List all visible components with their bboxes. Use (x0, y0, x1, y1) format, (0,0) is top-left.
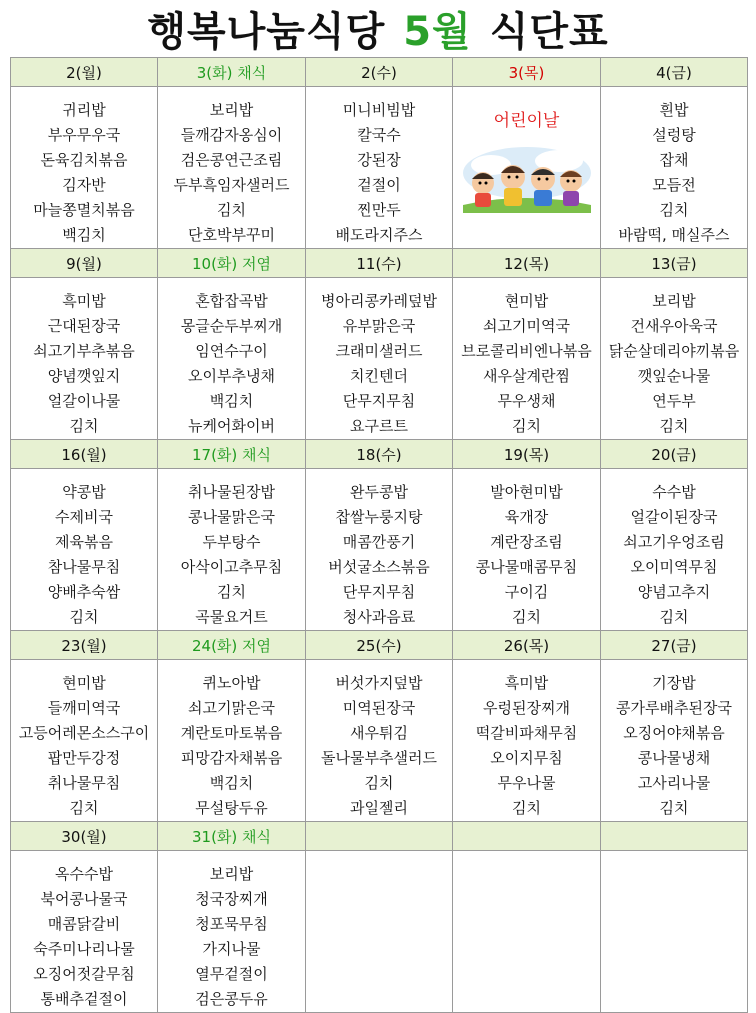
menu-list (158, 278, 305, 439)
menu-list (601, 469, 747, 630)
menu-list (601, 660, 747, 821)
menu-item: 흑미밥 (504, 674, 549, 692)
menu-list (306, 660, 452, 821)
menu-list (453, 851, 600, 862)
menu-item: 브로콜리비엔나볶음 (461, 342, 592, 360)
menu-item: 백김치 (209, 774, 254, 792)
menu-item: 새우살계란찜 (483, 367, 570, 385)
menu-item: 완두콩밥 (350, 483, 408, 501)
day-menu-cell (158, 469, 306, 631)
menu-list (453, 469, 600, 630)
menu-item: 들깨미역국 (47, 699, 121, 717)
menu-item: 새우튀김 (350, 724, 408, 742)
day-menu-cell (306, 278, 453, 440)
menu-item: 흰밥 (659, 101, 689, 119)
menu-item: 계란토마토볶음 (180, 724, 283, 742)
day-menu-cell (453, 469, 601, 631)
menu-item: 임연수구이 (195, 342, 268, 360)
menu-item: 쇠고기우엉조림 (623, 533, 725, 551)
day-menu-cell (158, 278, 306, 440)
day-menu-cell (453, 660, 601, 822)
menu-list (11, 278, 157, 439)
menu-item: 단무지무침 (342, 583, 416, 601)
menu-item: 칼국수 (357, 126, 401, 144)
day-header: 18(수) (306, 440, 453, 469)
menu-item: 보리밥 (209, 101, 254, 119)
week-menu-row (11, 87, 748, 249)
menu-item: 오이부추냉채 (188, 367, 275, 385)
menu-item: 흑미밥 (62, 292, 106, 310)
day-menu-cell (158, 660, 306, 822)
menu-item: 매콤닭갈비 (47, 915, 121, 933)
menu-item: 김치 (659, 608, 689, 626)
children-illustration (461, 143, 593, 213)
menu-item: 버섯굴소스볶음 (328, 558, 430, 576)
menu-item: 겉절이 (357, 176, 401, 194)
day-menu-cell (601, 660, 748, 822)
menu-item: 수수밥 (652, 483, 696, 501)
day-header: 16(월) (11, 440, 158, 469)
menu-item: 구이김 (504, 583, 549, 601)
menu-item: 김치 (512, 799, 541, 817)
day-header (306, 822, 453, 851)
menu-item: 김치 (364, 774, 394, 792)
menu-item: 크래미샐러드 (335, 342, 423, 360)
week-header-row (11, 631, 748, 660)
menu-item: 육개장 (504, 508, 549, 526)
menu-item: 청국장찌개 (195, 890, 268, 908)
menu-list (158, 87, 305, 248)
menu-item: 건새우아욱국 (630, 317, 718, 335)
menu-item: 요구르트 (350, 417, 408, 435)
day-header (601, 822, 748, 851)
day-header: 2(월) (11, 58, 158, 87)
day-menu-cell (11, 469, 158, 631)
menu-item: 발아현미밥 (490, 483, 563, 501)
menu-item: 열무겉절이 (195, 965, 268, 983)
menu-list (306, 278, 452, 439)
menu-item: 콩나물냉채 (637, 749, 711, 767)
day-menu-cell (601, 469, 748, 631)
menu-list (158, 660, 305, 821)
menu-item: 고등어레몬소스구이 (18, 724, 150, 742)
menu-item: 오이미역무침 (630, 558, 718, 576)
menu-item: 김치 (217, 583, 246, 601)
week-menu-row (11, 278, 748, 440)
menu-item: 수제비국 (55, 508, 113, 526)
day-header: 3(화) 채식 (158, 58, 306, 87)
menu-item: 찹쌀누룽지탕 (335, 508, 423, 526)
menu-item: 김치 (69, 417, 99, 435)
menu-list (453, 278, 600, 439)
day-header: 12(목) (453, 249, 601, 278)
menu-list (306, 851, 452, 862)
menu-item: 얼갈이된장국 (630, 508, 718, 526)
menu-item: 모듬전 (652, 176, 696, 194)
menu-item: 오징어야채볶음 (623, 724, 725, 742)
day-header: 4(금) (601, 58, 748, 87)
menu-item: 들깨감자옹심이 (180, 126, 283, 144)
week-menu-row (11, 469, 748, 631)
menu-item: 얼갈이나물 (47, 392, 121, 410)
menu-item: 우렁된장찌개 (483, 699, 570, 717)
day-header: 13(금) (601, 249, 748, 278)
menu-item: 김치 (69, 799, 99, 817)
menu-item: 청사과음료 (342, 608, 416, 626)
day-menu-cell (601, 87, 748, 249)
day-header: 3(목) (453, 58, 601, 87)
menu-list (158, 851, 305, 1012)
menu-item: 돌나물부추샐러드 (321, 749, 437, 767)
menu-item: 백김치 (62, 226, 106, 244)
menu-item: 오이지무침 (490, 749, 563, 767)
day-header: 10(화) 저염 (158, 249, 306, 278)
menu-item: 콩가루배추된장국 (616, 699, 732, 717)
menu-item: 김자반 (62, 176, 106, 194)
menu-item: 배도라지주스 (335, 226, 423, 244)
menu-item: 병아리콩카레덮밥 (321, 292, 437, 310)
menu-item: 단무지무침 (342, 392, 416, 410)
menu-item: 두부흑임자샐러드 (173, 176, 290, 194)
menu-item: 뉴케어화이버 (188, 417, 275, 435)
day-menu-cell (306, 469, 453, 631)
menu-item: 매콤깐풍기 (342, 533, 416, 551)
day-menu-cell (11, 851, 158, 1013)
day-menu-cell (11, 278, 158, 440)
menu-list (306, 469, 452, 630)
menu-item: 보리밥 (652, 292, 696, 310)
menu-item: 떡갈비파채무침 (475, 724, 578, 742)
week-header-row (11, 58, 748, 87)
week-header-row (11, 249, 748, 278)
day-menu-cell (11, 660, 158, 822)
menu-item: 퀴노아밥 (202, 674, 261, 692)
menu-item: 피망감자채볶음 (180, 749, 283, 767)
day-header (453, 822, 601, 851)
menu-item: 곡물요거트 (195, 608, 268, 626)
page-title (0, 0, 756, 56)
menu-item: 돈육김치볶음 (40, 151, 128, 169)
menu-item: 쇠고기부추볶음 (33, 342, 135, 360)
menu-list (11, 660, 157, 821)
day-header: 27(금) (601, 631, 748, 660)
menu-item: 잡채 (659, 151, 689, 169)
menu-item: 북어콩나물국 (40, 890, 128, 908)
menu-item: 깻잎순나물 (637, 367, 711, 385)
day-menu-cell (158, 87, 306, 249)
menu-item: 근대된장국 (47, 317, 121, 335)
menu-item: 팝만두강정 (47, 749, 121, 767)
menu-item: 김치 (217, 201, 246, 219)
menu-item: 백김치 (209, 392, 254, 410)
day-header: 19(목) (453, 440, 601, 469)
menu-item: 설렁탕 (652, 126, 696, 144)
day-header: 31(화) 채식 (158, 822, 306, 851)
title-month: 5월 (403, 8, 472, 55)
menu-item: 몽글순두부찌개 (180, 317, 283, 335)
day-menu-cell (158, 851, 306, 1013)
menu-item: 검은콩연근조림 (180, 151, 283, 169)
day-menu-cell (453, 87, 601, 249)
menu-list (601, 87, 747, 248)
menu-item: 혼합잡곡밥 (195, 292, 268, 310)
menu-item: 부우무우국 (47, 126, 121, 144)
menu-item: 오징어젓갈무침 (33, 965, 135, 983)
menu-item: 귀리밥 (62, 101, 106, 119)
menu-list (601, 278, 747, 439)
day-header: 17(화) 채식 (158, 440, 306, 469)
day-header: 30(월) (11, 822, 158, 851)
menu-item: 쇠고기맑은국 (188, 699, 275, 717)
menu-item: 콩나물매콤무침 (475, 558, 578, 576)
menu-list (11, 87, 157, 248)
menu-item: 치킨텐더 (350, 367, 408, 385)
day-menu-cell (453, 851, 601, 1013)
menu-item: 옥수수밥 (55, 865, 113, 883)
menu-item: 참나물무침 (47, 558, 121, 576)
menu-item: 미니비빔밥 (342, 101, 416, 119)
menu-item: 김치 (69, 608, 99, 626)
title-suffix: 식단표 (489, 8, 609, 55)
menu-item: 검은콩두유 (195, 990, 268, 1008)
day-menu-cell (306, 87, 453, 249)
day-header: 24(화) 저염 (158, 631, 306, 660)
menu-item: 김치 (659, 201, 689, 219)
menu-item: 강된장 (357, 151, 401, 169)
menu-item: 찐만두 (357, 201, 401, 219)
day-menu-cell (453, 278, 601, 440)
day-header: 26(목) (453, 631, 601, 660)
menu-item: 현미밥 (504, 292, 549, 310)
menu-item: 현미밥 (62, 674, 106, 692)
menu-item: 콩나물맑은국 (188, 508, 275, 526)
menu-item: 김치 (659, 799, 689, 817)
menu-list (158, 469, 305, 630)
day-header: 20(금) (601, 440, 748, 469)
week-menu-row (11, 660, 748, 822)
week-header-row (11, 822, 748, 851)
menu-item: 버섯가지덮밥 (335, 674, 423, 692)
day-header: 2(수) (306, 58, 453, 87)
menu-item: 쇠고기미역국 (483, 317, 570, 335)
menu-list (11, 851, 157, 1012)
menu-item: 닭순살데리야끼볶음 (608, 342, 740, 360)
day-header: 11(수) (306, 249, 453, 278)
menu-item: 취나물무침 (47, 774, 121, 792)
menu-item: 마늘쫑멸치볶음 (33, 201, 135, 219)
menu-item: 양념고추지 (637, 583, 711, 601)
menu-item: 김치 (512, 417, 541, 435)
menu-list (11, 469, 157, 630)
menu-table (10, 57, 748, 1013)
menu-item: 무우나물 (497, 774, 556, 792)
menu-list (453, 660, 600, 821)
menu-item: 약콩밥 (62, 483, 106, 501)
menu-item: 유부맑은국 (342, 317, 416, 335)
day-menu-cell (11, 87, 158, 249)
menu-item: 아삭이고추무침 (180, 558, 283, 576)
title-main: 행복나눔식당 (147, 8, 386, 55)
menu-list (306, 87, 452, 248)
day-menu-cell (601, 278, 748, 440)
menu-item: 보리밥 (209, 865, 254, 883)
holiday-label: 어린이날 (493, 111, 560, 131)
menu-list (601, 851, 747, 862)
menu-item: 무우생채 (497, 392, 556, 410)
week-header-row (11, 440, 748, 469)
menu-item: 단호박부꾸미 (188, 226, 275, 244)
day-menu-cell (601, 851, 748, 1013)
menu-item: 통배추겉절이 (40, 990, 128, 1008)
menu-item: 청포묵무침 (195, 915, 268, 933)
menu-item: 바람떡, 매실주스 (618, 226, 730, 244)
menu-item: 김치 (512, 608, 541, 626)
menu-item: 고사리나물 (637, 774, 711, 792)
menu-item: 계란장조림 (490, 533, 563, 551)
menu-item: 두부탕수 (202, 533, 261, 551)
menu-item: 김치 (659, 417, 689, 435)
menu-item: 미역된장국 (342, 699, 416, 717)
menu-item: 연두부 (652, 392, 696, 410)
menu-item: 취나물된장밥 (188, 483, 275, 501)
day-header: 9(월) (11, 249, 158, 278)
day-menu-cell (306, 660, 453, 822)
day-header: 25(수) (306, 631, 453, 660)
menu-item: 기장밥 (652, 674, 696, 692)
week-menu-row (11, 851, 748, 1013)
menu-item: 제육볶음 (55, 533, 113, 551)
day-menu-cell (306, 851, 453, 1013)
menu-item: 양념깻잎지 (47, 367, 121, 385)
menu-item: 숙주미나리나물 (33, 940, 135, 958)
day-header: 23(월) (11, 631, 158, 660)
menu-item: 양배추숙쌈 (47, 583, 121, 601)
menu-item: 무설탕두유 (195, 799, 268, 817)
menu-item: 가지나물 (202, 940, 261, 958)
menu-item: 과일젤리 (350, 799, 408, 817)
